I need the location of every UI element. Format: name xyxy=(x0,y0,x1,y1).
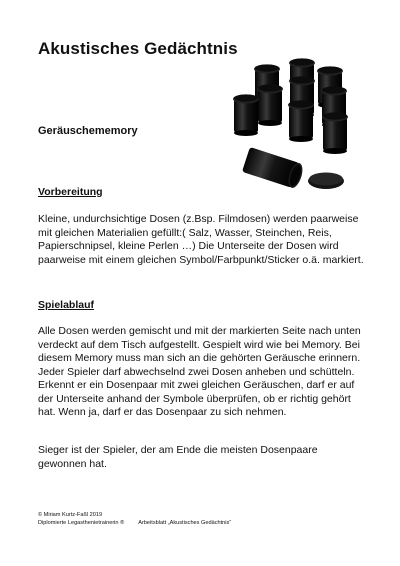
page-subtitle: Geräuschememory xyxy=(38,125,138,137)
film-canisters-photo xyxy=(222,55,362,205)
footer-credits xyxy=(38,520,231,527)
section-heading-vorbereitung: Vorbereitung xyxy=(38,186,103,198)
footer-copyright: © Miriam Kurtz-Faßl 2019 xyxy=(38,512,103,518)
page-title: Akustisches Gedächtnis xyxy=(38,39,238,58)
footer-worksheet: Arbeitsblatt „Akustisches Gedächtnis“ xyxy=(138,520,232,526)
paragraph-spielablauf: Alle Dosen werden gemischt und mit der markierten Seite nach unten verdeckt auf dem Tisch aufgestellt. Gespielt wird wie bei Memory. Bei diesem Memory muss man sich an die gehörten Geräusche erinnern. Jeder Spieler darf abwechselnd zwei Dosen anheben und schütteln. Erkennt er ein Dosenpaar mit zwei gleichen Geräuschen, darf er auf der Unterseite anhand der Symbole überprüfen, ob er richtig gehört hat. Wenn ja, darf er das Dosenpaar zu sich nehmen. xyxy=(38,325,361,418)
paragraph-sieger: Sieger ist der Spieler, der am Ende die meisten Dosenpaare gewonnen hat. xyxy=(38,444,318,470)
footer-trainer: Diplomierte Legasthenietrainerin ® xyxy=(38,520,125,526)
section-heading-spielablauf: Spielablauf xyxy=(38,299,95,311)
paragraph-vorbereitung: Kleine, undurchsichtige Dosen (z.Bsp. Filmdosen) werden paarweise mit gleichen Materialien gefüllt:( Salz, Wasser, Steinchen, Reis, Papierschnipsel, kleine Perlen …) Die Unterseite der Dosen wird paarweise mit einem gleichen Symbol/Farbpunkt/Sticker o.ä. markiert. xyxy=(38,213,364,266)
